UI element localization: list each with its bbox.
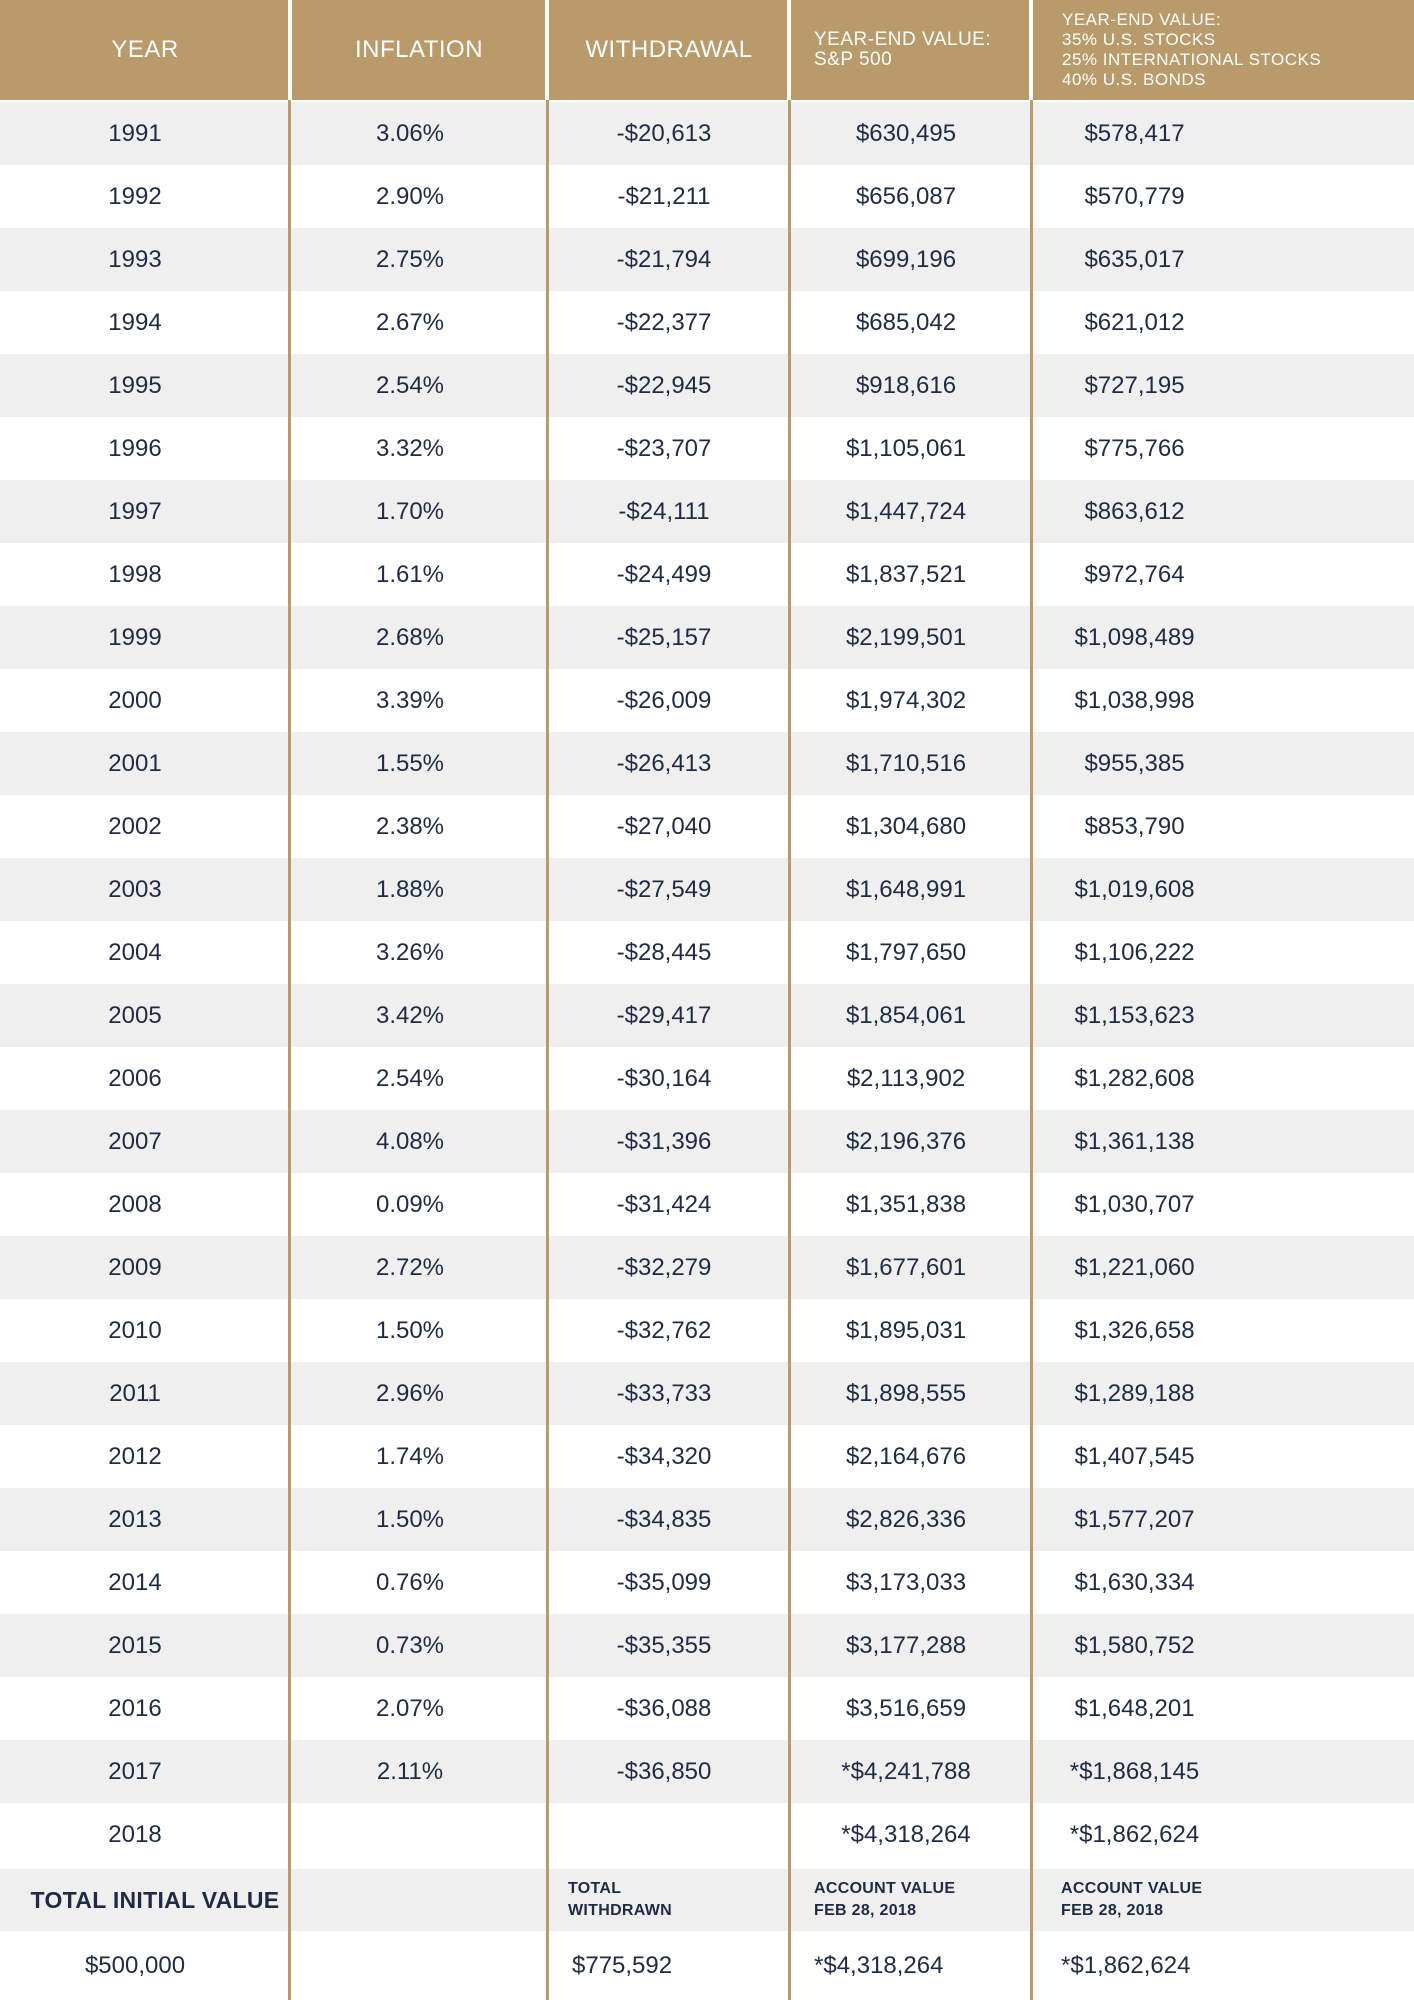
- cell-year: 2003: [108, 875, 162, 903]
- cell-sp500: $1,854,061: [845, 1001, 967, 1029]
- header-divider: [787, 0, 791, 100]
- cell-mix: $853,790: [1084, 812, 1185, 840]
- cell-mix: $1,648,201: [1074, 1694, 1195, 1722]
- table-row: [0, 1173, 1414, 1236]
- cell-mix: $1,326,658: [1074, 1316, 1195, 1344]
- cell-sp500: $2,199,501: [845, 623, 967, 651]
- cell-mix: $1,038,998: [1074, 686, 1195, 714]
- cell-withdrawal: -$34,320: [616, 1442, 712, 1470]
- cell-year: 1991: [108, 119, 162, 147]
- cell-year: 1995: [108, 371, 162, 399]
- cell-year: 1998: [108, 560, 162, 588]
- table-row: [0, 543, 1414, 606]
- cell-withdrawal: -$36,088: [616, 1694, 712, 1722]
- account-value-mix: *$1,862,624: [1061, 1951, 1191, 1979]
- cell-sp500: $656,087: [855, 182, 957, 210]
- cell-year: 2007: [108, 1127, 162, 1155]
- header-mix-line3: 25% INTERNATIONAL STOCKS: [1062, 50, 1322, 69]
- cell-withdrawal: -$24,111: [618, 497, 710, 525]
- cell-withdrawal: -$32,279: [616, 1253, 712, 1281]
- cell-inflation: 3.26%: [375, 938, 445, 966]
- cell-year: 1996: [108, 434, 162, 462]
- cell-inflation: 2.68%: [375, 623, 445, 651]
- cell-inflation: 2.67%: [375, 308, 445, 336]
- cell-year: 2002: [108, 812, 162, 840]
- cell-withdrawal: -$35,099: [616, 1568, 712, 1596]
- cell-inflation: 0.73%: [375, 1631, 445, 1659]
- cell-withdrawal: -$34,835: [616, 1505, 712, 1533]
- header-mix-line4: 40% U.S. BONDS: [1062, 70, 1206, 89]
- header-withdrawal: WITHDRAWAL: [585, 36, 753, 63]
- cell-sp500: $1,648,991: [845, 875, 967, 903]
- cell-year: 2001: [108, 749, 162, 777]
- header-divider: [1029, 0, 1033, 100]
- cell-withdrawal: -$32,762: [616, 1316, 712, 1344]
- table-row: [0, 1803, 1414, 1866]
- cell-mix: $1,289,188: [1074, 1379, 1195, 1407]
- cell-inflation: 1.70%: [375, 497, 445, 525]
- cell-year: 2010: [108, 1316, 162, 1344]
- cell-mix: $621,012: [1084, 308, 1185, 336]
- account-value-mix-label: [1061, 1869, 1202, 1931]
- cell-withdrawal: -$22,945: [616, 371, 712, 399]
- cell-inflation: 2.54%: [375, 1064, 445, 1092]
- table-header: [0, 0, 1414, 100]
- cell-mix: $1,221,060: [1074, 1253, 1195, 1281]
- table-row: [0, 1047, 1414, 1110]
- header-inflation: INFLATION: [354, 36, 484, 63]
- cell-inflation: 2.96%: [375, 1379, 445, 1407]
- total-withdrawn-value: $775,592: [572, 1951, 673, 1979]
- cell-sp500: $630,495: [855, 119, 957, 147]
- column-divider: [788, 100, 791, 2000]
- cell-year: 1992: [108, 182, 162, 210]
- cell-mix: $1,019,608: [1074, 875, 1195, 903]
- account-value-sp500-label-line1: ACCOUNT VALUE: [814, 1880, 956, 1897]
- cell-mix: $863,612: [1084, 497, 1185, 525]
- column-divider: [288, 100, 291, 2000]
- cell-mix: $775,766: [1084, 434, 1185, 462]
- total-withdrawn-label: [568, 1869, 672, 1931]
- account-value-mix-label-line1: ACCOUNT VALUE: [1061, 1880, 1203, 1897]
- table-row: [0, 1614, 1414, 1677]
- header-year: YEAR: [111, 36, 179, 63]
- footer-label-row: [0, 1869, 1414, 1931]
- cell-year: 2008: [108, 1190, 162, 1218]
- cell-year: 1994: [108, 308, 162, 336]
- cell-sp500: $3,516,659: [845, 1694, 967, 1722]
- cell-mix: $1,282,608: [1074, 1064, 1195, 1092]
- cell-withdrawal: -$20,613: [616, 119, 712, 147]
- cell-inflation: 0.76%: [375, 1568, 445, 1596]
- cell-inflation: 3.39%: [375, 686, 445, 714]
- total-initial-value-label-text: TOTAL INITIAL VALUE: [30, 1887, 280, 1913]
- cell-inflation: 4.08%: [375, 1127, 445, 1155]
- cell-withdrawal: -$26,009: [616, 686, 712, 714]
- cell-year: 2004: [108, 938, 162, 966]
- cell-year: 2012: [108, 1442, 162, 1470]
- cell-inflation: 3.32%: [375, 434, 445, 462]
- table-row: [0, 606, 1414, 669]
- account-value-sp500: *$4,318,264: [814, 1951, 944, 1979]
- table-row: [0, 165, 1414, 228]
- cell-withdrawal: -$28,445: [616, 938, 712, 966]
- cell-mix: $972,764: [1084, 560, 1185, 588]
- header-sp500-line1: YEAR-END VALUE:: [814, 29, 992, 50]
- cell-year: 2011: [109, 1379, 161, 1407]
- cell-year: 2000: [108, 686, 162, 714]
- cell-mix: $955,385: [1084, 749, 1185, 777]
- table-row: [0, 228, 1414, 291]
- table-row: [0, 1551, 1414, 1614]
- cell-year: 2005: [108, 1001, 162, 1029]
- table-row: [0, 102, 1414, 165]
- cell-mix: $1,030,707: [1074, 1190, 1195, 1218]
- cell-sp500: $1,837,521: [845, 560, 967, 588]
- cell-inflation: 0.09%: [375, 1190, 445, 1218]
- cell-year: 1993: [108, 245, 162, 273]
- cell-sp500: $1,974,302: [845, 686, 967, 714]
- cell-withdrawal: -$22,377: [616, 308, 712, 336]
- cell-sp500: $3,173,033: [845, 1568, 967, 1596]
- cell-mix: $1,106,222: [1074, 938, 1195, 966]
- table-row: [0, 1299, 1414, 1362]
- cell-withdrawal: -$33,733: [616, 1379, 712, 1407]
- cell-mix: $578,417: [1084, 119, 1185, 147]
- cell-inflation: 2.11%: [376, 1757, 444, 1785]
- cell-withdrawal: -$27,549: [616, 875, 712, 903]
- cell-sp500: $1,710,516: [845, 749, 967, 777]
- cell-sp500: $2,164,676: [845, 1442, 967, 1470]
- cell-inflation: 1.88%: [375, 875, 445, 903]
- column-divider: [1030, 100, 1033, 2000]
- cell-mix: $1,407,545: [1074, 1442, 1195, 1470]
- cell-sp500: $2,826,336: [845, 1505, 967, 1533]
- table-row: [0, 669, 1414, 732]
- header-sp500-line2: S&P 500: [814, 49, 893, 70]
- table-row: [0, 1110, 1414, 1173]
- cell-sp500: $1,895,031: [845, 1316, 967, 1344]
- cell-sp500: $1,797,650: [845, 938, 967, 966]
- cell-withdrawal: -$23,707: [616, 434, 712, 462]
- table-row: [0, 1677, 1414, 1740]
- header-divider: [545, 0, 549, 100]
- cell-inflation: [290, 1803, 530, 1866]
- cell-year: 2006: [108, 1064, 162, 1092]
- table-row: [0, 1425, 1414, 1488]
- cell-sp500: $1,105,061: [845, 434, 967, 462]
- cell-withdrawal: -$25,157: [616, 623, 712, 651]
- cell-mix: $570,779: [1084, 182, 1185, 210]
- cell-year: 2016: [108, 1694, 162, 1722]
- header-mix: [1032, 0, 1414, 100]
- total-initial-value-label: [0, 1869, 310, 1931]
- cell-withdrawal: -$35,355: [616, 1631, 712, 1659]
- table-row: [0, 354, 1414, 417]
- cell-inflation: 1.61%: [375, 560, 445, 588]
- cell-inflation: 2.90%: [375, 182, 445, 210]
- cell-inflation: 3.42%: [375, 1001, 445, 1029]
- cell-withdrawal: -$36,850: [616, 1757, 712, 1785]
- cell-sp500: $2,196,376: [845, 1127, 967, 1155]
- cell-sp500: $1,351,838: [845, 1190, 967, 1218]
- total-withdrawn-label-line1: TOTAL: [568, 1880, 622, 1897]
- initial-value: $500,000: [84, 1951, 186, 1979]
- cell-sp500: $1,677,601: [845, 1253, 967, 1281]
- table-row: [0, 1362, 1414, 1425]
- cell-sp500: $1,898,555: [845, 1379, 967, 1407]
- cell-year: 1999: [108, 623, 162, 651]
- cell-year: 2015: [108, 1631, 162, 1659]
- cell-mix: $727,195: [1084, 371, 1185, 399]
- table-row: [0, 921, 1414, 984]
- cell-inflation: 1.55%: [375, 749, 445, 777]
- cell-withdrawal: -$21,211: [617, 182, 711, 210]
- footer-value-row: [0, 1931, 1414, 2000]
- cell-sp500: $2,113,902: [846, 1064, 966, 1092]
- cell-year: 2014: [108, 1568, 162, 1596]
- table-row: [0, 1236, 1414, 1299]
- cell-mix: $1,153,623: [1074, 1001, 1195, 1029]
- account-value-mix-label-line2: FEB 28, 2018: [1061, 1902, 1164, 1919]
- cell-mix: $1,580,752: [1074, 1631, 1195, 1659]
- cell-mix: $1,098,489: [1074, 623, 1195, 651]
- table-row: [0, 795, 1414, 858]
- cell-inflation: 2.07%: [375, 1694, 445, 1722]
- table-row: [0, 858, 1414, 921]
- cell-inflation: 2.72%: [375, 1253, 445, 1281]
- cell-withdrawal: -$30,164: [616, 1064, 712, 1092]
- cell-sp500: $1,447,724: [845, 497, 967, 525]
- table-row: [0, 480, 1414, 543]
- cell-sp500: *$4,241,788: [841, 1757, 971, 1785]
- table-row: [0, 732, 1414, 795]
- cell-inflation: 1.50%: [375, 1316, 445, 1344]
- cell-mix: *$1,868,145: [1069, 1757, 1200, 1785]
- cell-withdrawal: [548, 1803, 780, 1866]
- cell-year: 2017: [108, 1757, 162, 1785]
- cell-year: 2018: [108, 1820, 162, 1848]
- cell-withdrawal: -$21,794: [616, 245, 712, 273]
- cell-sp500: $1,304,680: [845, 812, 967, 840]
- account-value-sp500-label: [814, 1869, 955, 1931]
- cell-withdrawal: -$31,424: [616, 1190, 712, 1218]
- cell-mix: $1,577,207: [1074, 1505, 1195, 1533]
- table-row: [0, 1488, 1414, 1551]
- cell-inflation: 2.54%: [375, 371, 445, 399]
- header-mix-line2: 35% U.S. STOCKS: [1062, 30, 1216, 49]
- cell-year: 1997: [108, 497, 162, 525]
- cell-withdrawal: -$31,396: [616, 1127, 712, 1155]
- cell-withdrawal: -$27,040: [616, 812, 712, 840]
- cell-inflation: 2.75%: [375, 245, 445, 273]
- header-sp500: [790, 0, 1032, 100]
- cell-sp500: $685,042: [855, 308, 957, 336]
- cell-inflation: 3.06%: [375, 119, 445, 147]
- cell-year: 2009: [108, 1253, 162, 1281]
- cell-sp500: $918,616: [855, 371, 957, 399]
- column-divider: [546, 100, 549, 2000]
- table-row: [0, 417, 1414, 480]
- cell-mix: $1,630,334: [1074, 1568, 1195, 1596]
- header-divider: [288, 0, 292, 100]
- cell-mix: $635,017: [1084, 245, 1185, 273]
- cell-inflation: 1.50%: [375, 1505, 445, 1533]
- table-row: [0, 291, 1414, 354]
- table-body: [0, 102, 1414, 1866]
- cell-sp500: $3,177,288: [845, 1631, 967, 1659]
- cell-mix: *$1,862,624: [1069, 1820, 1200, 1848]
- table-row: [0, 1740, 1414, 1803]
- total-withdrawn-label-line2: WITHDRAWN: [568, 1902, 673, 1919]
- cell-withdrawal: -$29,417: [616, 1001, 712, 1029]
- cell-mix: $1,361,138: [1074, 1127, 1195, 1155]
- cell-withdrawal: -$26,413: [616, 749, 712, 777]
- cell-sp500: $699,196: [855, 245, 957, 273]
- cell-inflation: 2.38%: [375, 812, 445, 840]
- cell-withdrawal: -$24,499: [616, 560, 712, 588]
- table-row: [0, 984, 1414, 1047]
- cell-inflation: 1.74%: [375, 1442, 445, 1470]
- cell-sp500: *$4,318,264: [841, 1820, 971, 1848]
- header-mix-line1: YEAR-END VALUE:: [1062, 10, 1222, 29]
- account-value-sp500-label-line2: FEB 28, 2018: [814, 1902, 917, 1919]
- cell-year: 2013: [108, 1505, 162, 1533]
